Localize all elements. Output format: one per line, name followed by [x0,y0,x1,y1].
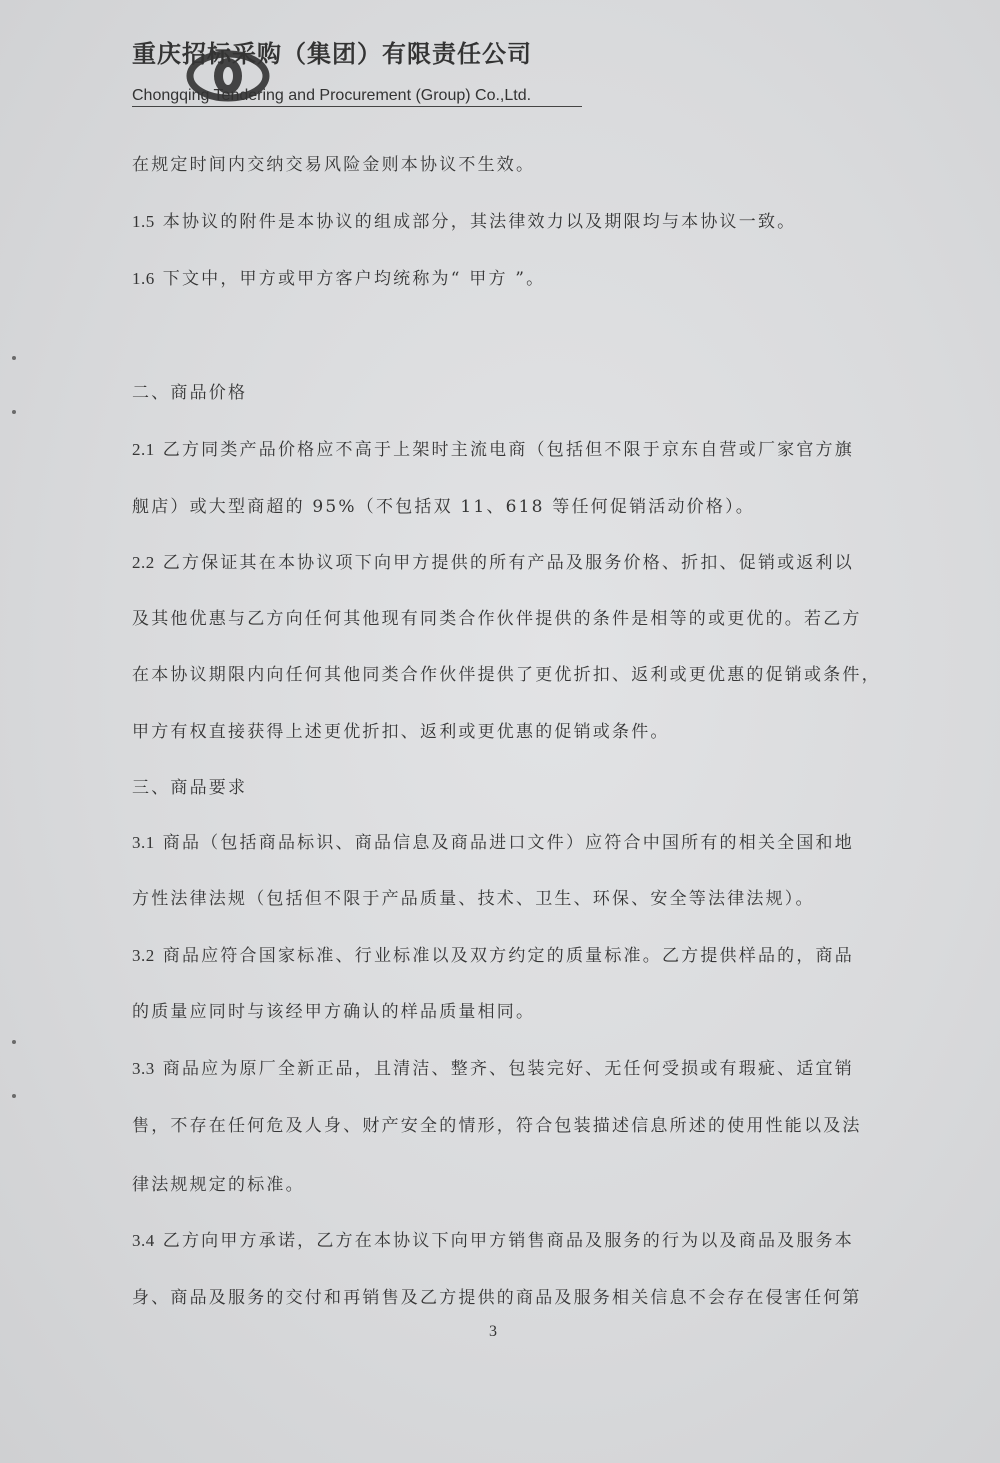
text-line: 售，不存在任何危及人身、财产安全的情形，符合包装描述信息所述的使用性能以及法 [132,1116,862,1136]
punch-hole-mark [12,356,16,360]
page-number: 3 [489,1323,497,1340]
text-line: 律法规规定的标准。 [132,1175,305,1195]
clause-3-1: 3.1 商品（包括商品标识、商品信息及商品进口文件）应符合中国所有的相关全国和地 [132,833,854,853]
clause-1-6: 1.6 下文中，甲方或甲方客户均统称为“ 甲方 ”。 [132,269,546,289]
text-line: 方性法律法规（包括但不限于产品质量、技术、卫生、环保、安全等法律法规）。 [132,889,815,909]
punch-hole-mark [12,1094,16,1098]
text-line: 身、商品及服务的交付和再销售及乙方提供的商品及服务相关信息不会存在侵害任何第 [132,1288,862,1308]
text-line: 在规定时间内交纳交易风险金则本协议不生效。 [132,155,536,175]
clause-1-5: 1.5 本协议的附件是本协议的组成部分，其法律效力以及期限均与本协议一致。 [132,212,797,232]
punch-hole-mark [12,410,16,414]
clause-3-3: 3.3 商品应为原厂全新正品，且清洁、整齐、包装完好、无任何受损或有瑕疵、适宜销 [132,1059,854,1079]
text-line: 甲方有权直接获得上述更优折扣、返利或更优惠的促销或条件。 [132,722,670,742]
clause-3-2: 3.2 商品应符合国家标准、行业标准以及双方约定的质量标准。乙方提供样品的，商品 [132,946,854,966]
letterhead [132,30,592,110]
punch-hole-mark [12,1040,16,1044]
section-heading-price: 二、商品价格 [132,383,248,403]
text-line: 在本协议期限内向任何其他同类合作伙伴提供了更优折扣、返利或更优惠的促销或条件， [132,665,881,685]
clause-3-4: 3.4 乙方向甲方承诺，乙方在本协议下向甲方销售商品及服务的行为以及商品及服务本 [132,1231,854,1251]
section-heading-requirements: 三、商品要求 [132,778,248,798]
text-line: 及其他优惠与乙方向任何其他现有同类合作伙伴提供的条件是相等的或更优的。若乙方 [132,609,862,629]
company-name-en: Chongqing Tendering and Procurement (Group) Co.,Ltd. [132,87,582,107]
clause-2-2: 2.2 乙方保证其在本协议项下向甲方提供的所有产品及服务价格、折扣、促销或返利以 [132,553,854,573]
company-name-cn: 重庆招标采购（集团）有限责任公司 [132,40,532,68]
clause-2-1: 2.1 乙方同类产品价格应不高于上架时主流电商（包括但不限于京东自营或厂家官方旗 [132,440,854,460]
text-line: 舰店）或大型商超的 95%（不包括双 11、618 等任何促销活动价格）。 [132,497,755,517]
text-line: 的质量应同时与该经甲方确认的样品质量相同。 [132,1002,536,1022]
